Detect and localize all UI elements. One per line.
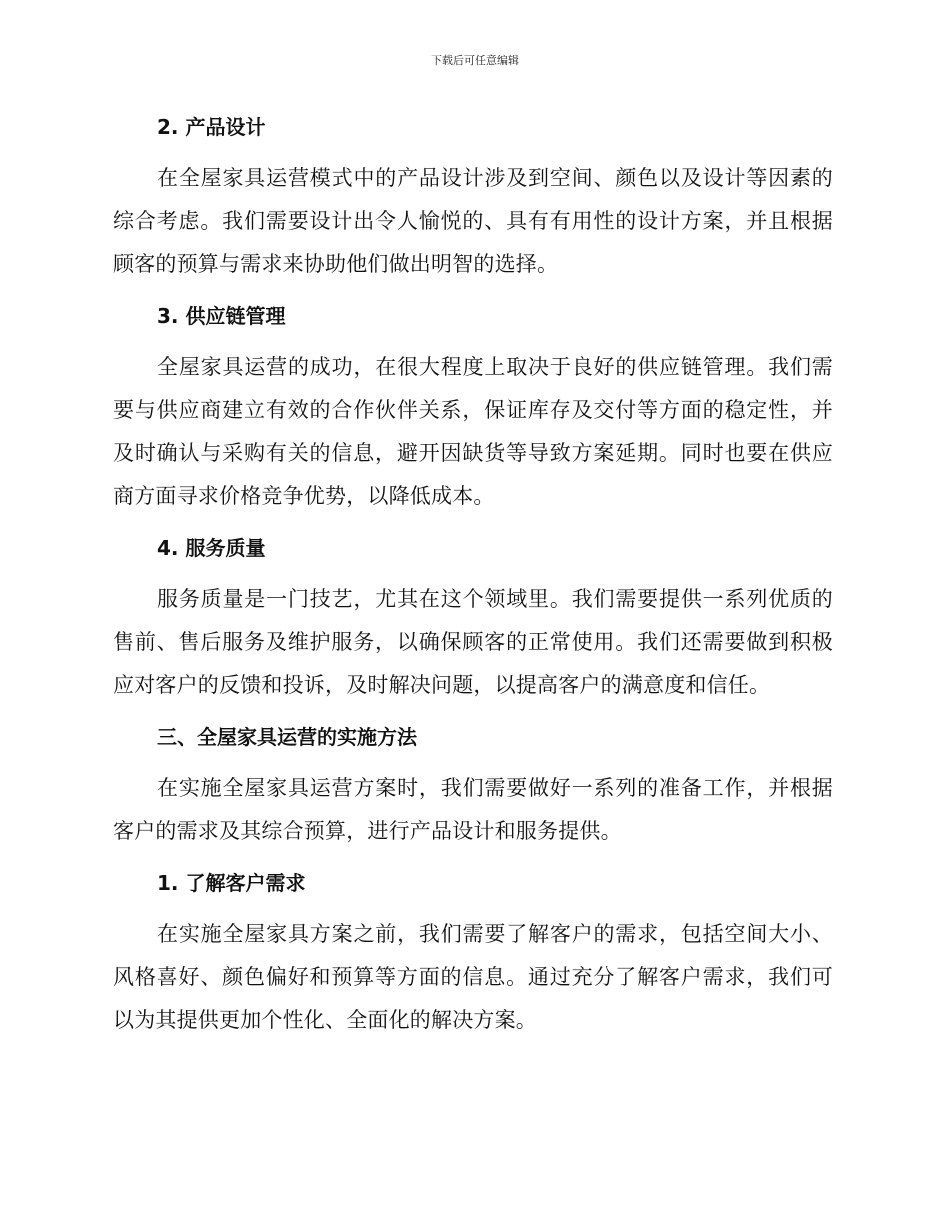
paragraph-customer-needs: 在实施全屋家具方案之前，我们需要了解客户的需求，包括空间大小、风格喜好、颜色偏好和预算等方面的信息。通过充分了解客户需求，我们可以为其提供更加个性化、全面化的解决方案。: [113, 922, 833, 1032]
section-heading-supply-chain: 3. 供应链管理: [157, 304, 286, 328]
paragraph-implementation: 在实施全屋家具运营方案时，我们需要做好一系列的准备工作，并根据客户的需求及其综合预算，进行产品设计和服务提供。: [113, 776, 833, 843]
header-note: 下载后可任意编辑: [431, 54, 519, 67]
section-heading-product-design: 2. 产品设计: [157, 115, 266, 139]
paragraph-service-quality: 服务质量是一门技艺，尤其在这个领域里。我们需要提供一系列优质的售前、售后服务及维护服务，以确保顾客的正常使用。我们还需要做到积极应对客户的反馈和投诉，及时解决问题，以提高客户的满意度和信任。: [113, 587, 833, 697]
section-heading-service-quality: 4. 服务质量: [157, 536, 266, 560]
paragraph-supply-chain: 全屋家具运营的成功，在很大程度上取决于良好的供应链管理。我们需要与供应商建立有效的合作伙伴关系，保证库存及交付等方面的稳定性，并及时确认与采购有关的信息，避开因缺货等导致方案延期。同时也要在供应商方面寻求价格竞争优势，以降低成本。: [113, 355, 833, 508]
paragraph-product-design: 在全屋家具运营模式中的产品设计涉及到空间、颜色以及设计等因素的综合考虑。我们需要设计出令人愉悦的、具有有用性的设计方案，并且根据顾客的预算与需求来协助他们做出明智的选择。: [113, 166, 833, 276]
section-heading-customer-needs: 1. 了解客户需求: [157, 871, 306, 895]
document-body: [113, 107, 833, 1052]
section-heading-implementation: 三、全屋家具运营的实施方法: [157, 725, 417, 749]
